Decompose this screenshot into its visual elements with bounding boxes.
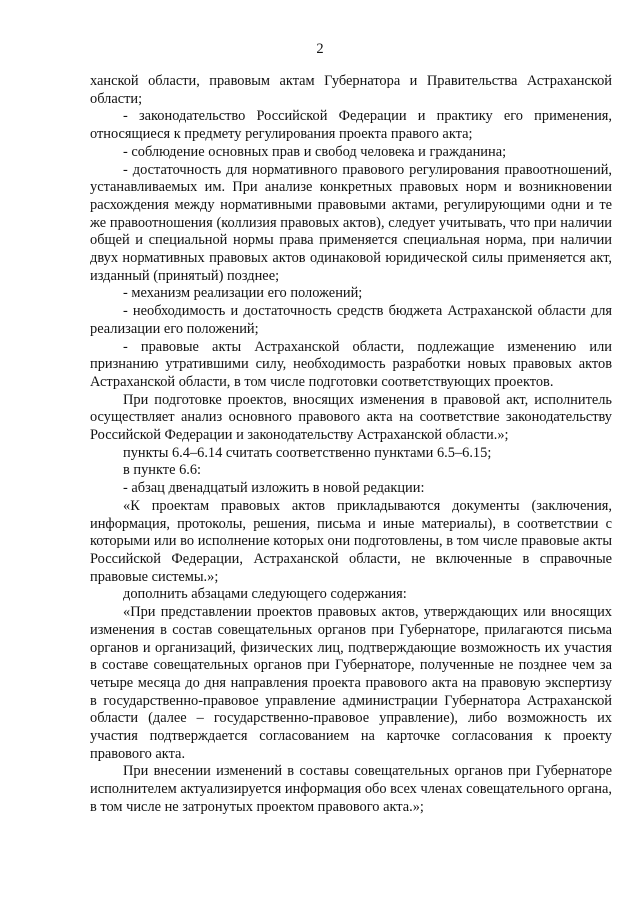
paragraph: При внесении изменений в составы совещательных органов при Губернаторе исполнителем актуализируется информация обо всех членах совещательного органа, в том числе не затронутых проектом правового акта.»;	[90, 763, 612, 815]
document-body	[90, 73, 612, 817]
paragraph: «При представлении проектов правовых актов, утверждающих или вносящих изменения в состав совещательных органов при Губернаторе, прилагаются письма органов и организаций, физических лиц, подтверждающие возможность их участия в составе совещательных органов при Губернаторе, полученные не позднее чем за четыре месяца до дня направления проекта правового акта на правовую экспертизу в государственно-правовое управление администрации Губернатора Астраханской области (далее – государственно-правовое управление), либо возможность их участия подтверждается согласованием на карточке согласования к проекту правового акта.	[90, 604, 612, 762]
paragraph: - абзац двенадцатый изложить в новой редакции:	[123, 480, 425, 497]
paragraph: При подготовке проектов, вносящих изменения в правовой акт, исполнитель осуществляет анализ основного правового акта на соответствие законодательству Российской Федерации и законодательству Астраханской области.»;	[90, 391, 612, 444]
paragraph: пункты 6.4–6.14 считать соответственно пунктами 6.5–6.15;	[123, 444, 492, 461]
paragraph: «К проектам правовых актов прикладываются документы (заключения, информация, протоколы, решения, письма и иные материалы), в соответствии с которыми или во исполнение которых они подготовлены, в том числе правовые акты Российской Федерации, Астраханской области, не включенные в справочные правовые системы.»;	[90, 497, 612, 585]
paragraph: - соблюдение основных прав и свобод человека и гражданина;	[123, 143, 507, 160]
paragraph-continuation: ханской области, правовым актам Губернатора и Правительства Астраханской области;	[90, 73, 612, 107]
paragraph: - необходимость и достаточность средств бюджета Астраханской области для реализации его положений;	[90, 303, 612, 337]
page-number: 2	[316, 41, 324, 57]
paragraph: дополнить абзацами следующего содержания:	[123, 586, 407, 603]
paragraph: в пункте 6.6:	[123, 462, 202, 479]
paragraph: - достаточность для нормативного правового регулирования правоотношений, устанавливаемых им. При анализе конкретных правовых норм и возникновении расхождения между нормативными правовыми актами, регулирующими одни и те же правоотношения (коллизия правовых актов), следует учитывать, что при наличии общей и специальной нормы права применяется специальная норма, при наличии двух нормативных правовых актов одинаковой юридической силы применяется акт, изданный (принятый) позднее;	[90, 161, 612, 284]
paragraph: - правовые акты Астраханской области, подлежащие изменению или признанию утратившими силу, необходимость разработки новых правовых актов Астраханской области, в том числе подготовки соответствующих проектов.	[90, 338, 612, 390]
paragraph: - законодательство Российской Федерации и практику его применения, относящиеся к предмету регулирования проекта правого акта;	[90, 108, 612, 143]
paragraph: - механизм реализации его положений;	[123, 285, 363, 302]
